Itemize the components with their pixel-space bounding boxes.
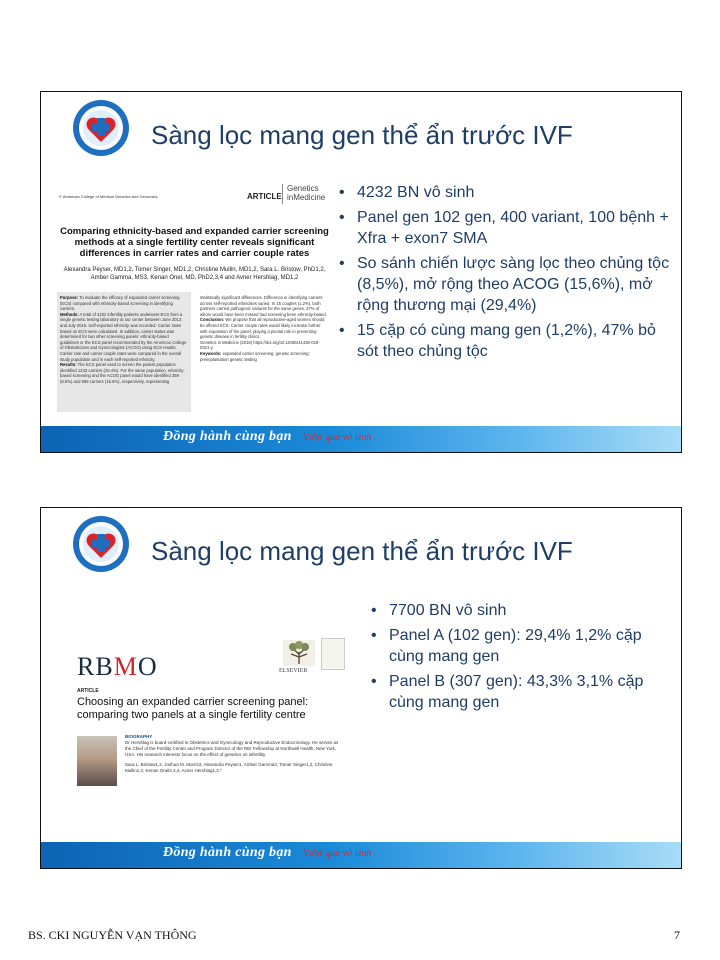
abstract-paragraph: [60, 312, 188, 362]
biography-text: Dr Hershlag is board-certified in Obstetrics and Gynecology and Reproductive Endocrinology. He serves as the Chief of the Fertility Center and Program Director of the REI Fellowship at Northwell Health, New York, USA. His research interests focus on the effect of genetics on infertility.: [125, 740, 339, 757]
slide-title: Sàng lọc mang gen thể ẩn trước IVF: [151, 536, 573, 566]
bullet-dot-icon: •: [339, 184, 345, 201]
abstract-text: expanded carrier screening; genetic screening; preimplantation genetic testing: [200, 350, 310, 362]
article-label: ARTICLE: [247, 192, 282, 201]
abstract-text: We propose that all reproductive-aged women should be offered ECS. Carrier couple rates would likely increase further with expansion of the panel, playing a pivotal role in preventing genetic disease in fertility clinics.: [200, 317, 325, 340]
abstract-heading: Keywords:: [200, 350, 222, 356]
bullet-item: [371, 671, 671, 713]
article-abstract: [57, 292, 332, 417]
bullet-item: [371, 600, 671, 621]
bullet-dot-icon: •: [371, 673, 377, 690]
abstract-text: Genetics in Medicine (2018) https://doi.org/10.1038/s41436-018-0321-y: [200, 339, 320, 351]
article-excerpt: [73, 628, 345, 828]
elsevier-tree-icon: [283, 640, 315, 666]
page-number: 7: [674, 928, 680, 942]
abstract-paragraph: [60, 362, 188, 384]
bullet-list: [339, 182, 674, 366]
bullet-dot-icon: •: [371, 627, 377, 644]
article-authors: Alexandra Peyser, MD1,2, Tomer Singer, MD1,2, Christine Mullin, MD1,2, Sara L. Bristow, PhD1,2, Amber Gamma, MS3, Kenan Onel, MD, PhD2,3,4 and Avner Hershlag, MD1,2: [63, 267, 326, 281]
bullet-text: Panel B (307 gen): 43,3% 3,1% cặp cùng mang gen: [389, 673, 644, 711]
abstract-paragraph: [60, 295, 188, 312]
bullet-text: So sánh chiến lược sàng lọc theo chủng tộc (8,5%), mở rộng theo ACOG (15,6%), mở rộng thương mại (29,4%): [357, 255, 670, 314]
abstract-left-column: [57, 292, 191, 412]
bullet-text: 4232 BN vô sinh: [357, 184, 475, 201]
abstract-heading: Methods:: [60, 311, 79, 317]
abstract-paragraph: [200, 317, 328, 339]
publisher-label: ELSEVIER: [279, 668, 308, 674]
bullet-dot-icon: •: [339, 255, 345, 272]
slide-footer-band: [41, 426, 681, 452]
slogan: Đồng hành cùng bạn: [163, 845, 292, 860]
abstract-text: statistically significant differences. Difference in identifying carriers across self-reported ethnicities varied. In 15 couples (1.2%), both partners carried pathogenic variants for the same genes, 47% of whom would have been missed had screening been ethnicity-based.: [200, 295, 327, 317]
abstract-heading: Conclusion:: [200, 317, 225, 323]
bullet-item: [339, 253, 674, 316]
bullet-text: 15 cặp có cùng mang gen (1,2%), 47% bỏ sót theo chủng tộc: [357, 322, 656, 360]
slide-footer-band: [41, 842, 681, 868]
article-authors: Sara L. Bristow1,2, Joshua M. Morris3, Alexandra Peyser1, Amber Gamma3, Tomer Singer1,2, Christine Mullin1,2, Kenan Onel2,3,4, Avner Hershlag1,2,*: [125, 762, 333, 773]
bullet-text: Panel gen 102 gen, 400 variant, 100 bệnh + Xfra + exon7 SMA: [357, 209, 669, 247]
biography-heading: BIOGRAPHY: [125, 734, 153, 739]
abstract-heading: Purpose:: [60, 295, 79, 300]
bullet-text: Panel A (102 gen): 29,4% 1,2% cặp cùng mang gen: [389, 627, 642, 665]
journal-name-line2: inMedicine: [287, 193, 326, 202]
clinic-logo-icon: [71, 514, 131, 574]
author-photo: [77, 736, 117, 786]
journal-cover-icon: [321, 638, 345, 670]
abstract-text: The ECS panel used to screen the patient population identified 1243 carriers (29.4%). For the same population, ethnicity-based screening and the ACOG panel would have identified 359 (8.5%) and 659 carriers (15.6%), respectively, representing: [60, 362, 185, 384]
divider: [282, 184, 283, 204]
bullet-item: [339, 320, 674, 362]
abstract-paragraph: [200, 295, 328, 317]
article-title: Choosing an expanded carrier screening panel: comparing two panels at a single fertility centre: [77, 696, 309, 721]
slogan-secondary: Vượt qua vô sinh: [303, 432, 372, 443]
journal-name: [287, 184, 325, 202]
abstract-paragraph: [200, 351, 328, 362]
page-footer-author: BS. CKI NGUYỄN VẠN THÔNG: [28, 928, 197, 942]
slide-2: [40, 507, 682, 869]
abstract-right-column: [197, 292, 331, 412]
bullet-dot-icon: •: [339, 322, 345, 339]
slogan: Đồng hành cùng bạn: [163, 429, 292, 444]
bullet-dot-icon: •: [371, 602, 377, 619]
slide-title: Sàng lọc mang gen thể ẩn trước IVF: [151, 120, 573, 150]
bullet-text: 7700 BN vô sinh: [389, 602, 507, 619]
journal-logo-part: M: [113, 652, 138, 681]
abstract-heading: Results:: [60, 362, 77, 368]
journal-logo: [77, 652, 158, 682]
society-label: © American College of Medical Genetics and Genomics: [59, 194, 158, 199]
slogan-secondary: Vượt qua vô sinh: [303, 848, 372, 859]
article-title: Comparing ethnicity-based and expanded carrier screening methods at a single fertility center reveals significant differences in carrier rates and carrier couple rates: [60, 226, 329, 259]
abstract-text: A total of 4232 infertility patients underwent ECS from a single genetic testing laboratory at our center between June 2013 and July 2015. Self-reported ethnicity was recorded. Carrier rates based on ECS were calculated. In addition, carrier status was determined for two other screening panels: ethnicity-based guidelines or the ECS panel recommended by the American College of Obstetricians and Gynecologists (ACOG) using ECS results. Carrier rate and carrier couple rates were compared in the overall study population and in each self-reported ethnicity.: [60, 311, 187, 362]
clinic-logo-icon: [71, 98, 131, 158]
bullet-dot-icon: •: [339, 209, 345, 226]
article-excerpt: [57, 182, 332, 417]
slide-1: [40, 91, 682, 453]
abstract-paragraph: [200, 340, 328, 351]
journal-logo-part: O: [137, 652, 158, 681]
bullet-item: [339, 182, 674, 203]
article-label: ARTICLE: [77, 688, 99, 694]
journal-logo-part: RB: [77, 652, 114, 681]
abstract-text: To evaluate the efficacy of expanded carrier screening (ECS) compared with ethnicity-based screening in identifying carriers.: [60, 295, 180, 312]
bullet-item: [339, 207, 674, 249]
author-biography: [125, 734, 345, 774]
bullet-item: [371, 625, 671, 667]
bullet-list: [371, 600, 671, 717]
journal-name-line1: Genetics: [287, 184, 319, 193]
